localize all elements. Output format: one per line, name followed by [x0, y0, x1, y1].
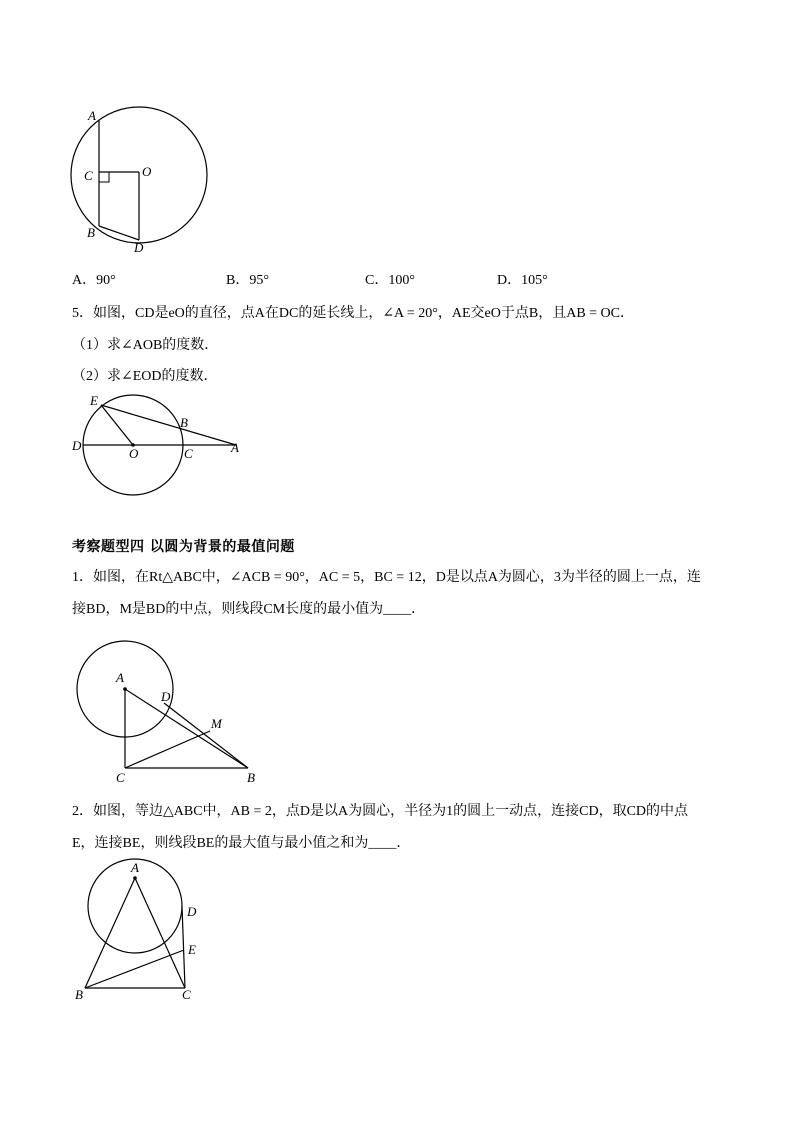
- label-e: E: [188, 942, 196, 957]
- option-d[interactable]: D．105°: [497, 273, 548, 288]
- segment-cd: [182, 906, 185, 988]
- label-c: C: [84, 168, 93, 183]
- label-b: B: [247, 770, 255, 785]
- label-a: A: [116, 670, 124, 685]
- label-c: C: [182, 987, 191, 1002]
- q5-sub1: （1）求∠AOB的度数．: [72, 338, 219, 353]
- line-ea: [101, 405, 236, 445]
- label-e: E: [90, 393, 98, 408]
- figure-p1: [70, 634, 270, 784]
- label-b: B: [87, 225, 95, 240]
- segment-eo: [101, 405, 133, 445]
- right-angle-mark: [99, 172, 109, 182]
- label-d: D: [161, 689, 171, 704]
- label-a: A: [131, 860, 139, 875]
- label-b: B: [180, 415, 188, 430]
- label-m: M: [211, 716, 222, 731]
- p1-line2: 接BD，M是BD的中点，则线段CM长度的最小值为____．: [72, 602, 426, 617]
- option-a[interactable]: A．90°: [72, 273, 116, 288]
- label-a: A: [231, 440, 239, 455]
- p1-line1: 1．如图，在Rt△ABC中，∠ACB = 90°，AC = 5，BC = 12，D是以点A为圆心，3为半径的圆上一点，连: [72, 570, 701, 585]
- segment-bd: [99, 226, 139, 240]
- label-a: A: [88, 108, 96, 123]
- label-c: C: [184, 446, 193, 461]
- label-b: B: [75, 987, 83, 1002]
- q5-stem: 5．如图，CD是eO的直径，点A在DC的延长线上，∠A = 20°，AE交eO于点B，且AB = OC．: [72, 306, 635, 321]
- label-o: O: [142, 164, 152, 179]
- label-d: D: [72, 438, 82, 453]
- label-c: C: [116, 770, 125, 785]
- label-d: D: [134, 240, 144, 255]
- segment-ab: [125, 689, 248, 768]
- option-c[interactable]: C．100°: [365, 273, 415, 288]
- point-a: [133, 876, 137, 880]
- figure-q5: [68, 390, 258, 500]
- segment-cm: [125, 731, 210, 768]
- figure-p2: [72, 858, 212, 1008]
- label-o: O: [129, 446, 139, 461]
- segment-db: [164, 703, 248, 768]
- q5-sub2: （2）求∠EOD的度数．: [72, 369, 218, 384]
- p2-line2: E，连接BE，则线段BE的最大值与最小值之和为____．: [72, 836, 411, 851]
- point-a: [123, 687, 127, 691]
- label-d: D: [187, 904, 197, 919]
- p2-line1: 2．如图，等边△ABC中，AB = 2，点D是以A为圆心，半径为1的圆上一动点，连接CD，取CD的中点: [72, 804, 689, 819]
- option-b[interactable]: B．95°: [226, 273, 269, 288]
- figure-circle-chord: [60, 100, 230, 260]
- section-title: 考察题型四 以圆为背景的最值问题: [72, 539, 295, 555]
- segment-ac: [135, 878, 185, 988]
